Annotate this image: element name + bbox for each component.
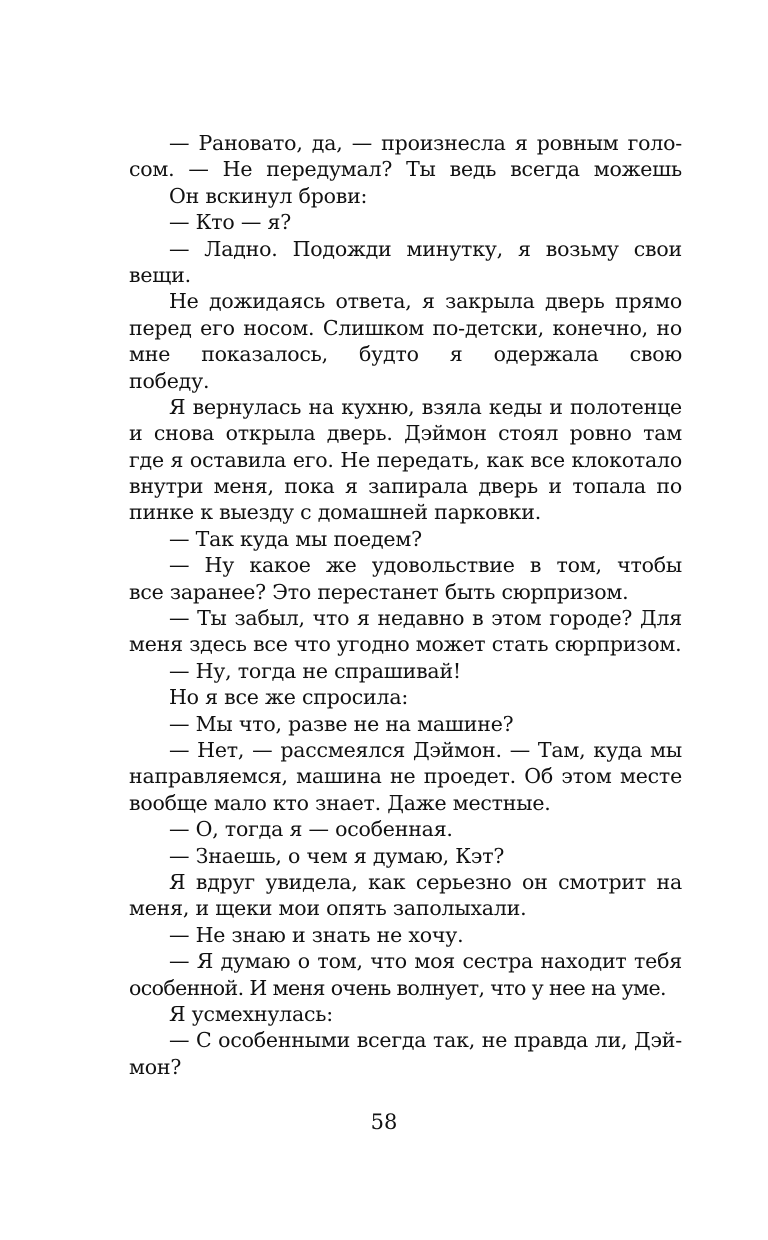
text-line: Не дожидаясь ответа, я закрыла дверь прямо	[169, 289, 682, 314]
text-line: — Ну, тогда не спрашивай!	[169, 658, 461, 683]
text-line: меня здесь все что угодно может стать сюрпризом.	[129, 632, 682, 657]
text-line: победу.	[129, 368, 210, 393]
page-number: 58	[370, 1110, 398, 1134]
text-line: — Нет, — рассмеялся Дэймон. — Там, куда мы	[169, 737, 682, 762]
text-line: Я вдруг увидела, как серьезно он смотрит на	[169, 869, 682, 894]
text-line: внутри меня, пока я запирала дверь и топала по	[129, 474, 682, 499]
text-line: сом. — Не передумал? Ты ведь всегда можешь	[129, 157, 682, 182]
text-line: — Рановато, да, — произнесла я ровным голо-	[169, 131, 682, 155]
text-line: где я оставила его. Не передать, как все клокотало	[129, 447, 682, 472]
text-line: пинке к выезду с домашней парковки.	[129, 500, 542, 525]
text-line: особенной. И меня очень волнует, что у нее на уме.	[129, 975, 666, 1000]
body-text	[129, 130, 682, 1080]
text-line: — Не знаю и знать не хочу.	[169, 922, 464, 947]
text-line: все заранее? Это перестанет быть сюрпризом.	[129, 579, 629, 604]
text-line: вообще мало кто знает. Даже местные.	[129, 790, 551, 815]
text-line: меня, и щеки мои опять заполыхали.	[129, 896, 527, 921]
text-line: Но я все же спросила:	[169, 685, 409, 710]
text-line: Я вернулась на кухню, взяла кеды и полотенце	[169, 394, 682, 419]
text-line: направляемся, машина не проедет. Об этом месте	[129, 764, 682, 789]
text-line: — О, тогда я — особенная.	[169, 817, 453, 842]
text-line: — Кто — я?	[169, 210, 292, 235]
text-line: и снова открыла дверь. Дэймон стоял ровно там	[129, 421, 682, 446]
text-line: — Мы что, разве не на машине?	[169, 711, 514, 736]
text-line: вещи.	[129, 262, 191, 287]
text-line: Я усмехнулась:	[169, 1001, 333, 1026]
text-line: — Ну какое же удовольствие в том, чтобы	[169, 553, 682, 578]
text-line: — Так куда мы поедем?	[169, 526, 422, 551]
text-line: мне показалось, будто я одержала свою	[129, 342, 682, 367]
text-line: — Ты забыл, что я недавно в этом городе? Для	[169, 606, 682, 631]
text-line: перед его носом. Слишком по-детски, конечно, но	[129, 315, 682, 340]
text-line: мон?	[129, 1054, 182, 1079]
text-line: — Ладно. Подожди минутку, я возьму свои	[169, 236, 682, 261]
text-line: — С особенными всегда так, не правда ли, Дэй-	[169, 1028, 682, 1053]
text-line: — Я думаю о том, что моя сестра находит тебя	[169, 949, 682, 974]
text-line: Он вскинул брови:	[169, 183, 368, 208]
text-line: — Знаешь, о чем я думаю, Кэт?	[169, 843, 505, 868]
